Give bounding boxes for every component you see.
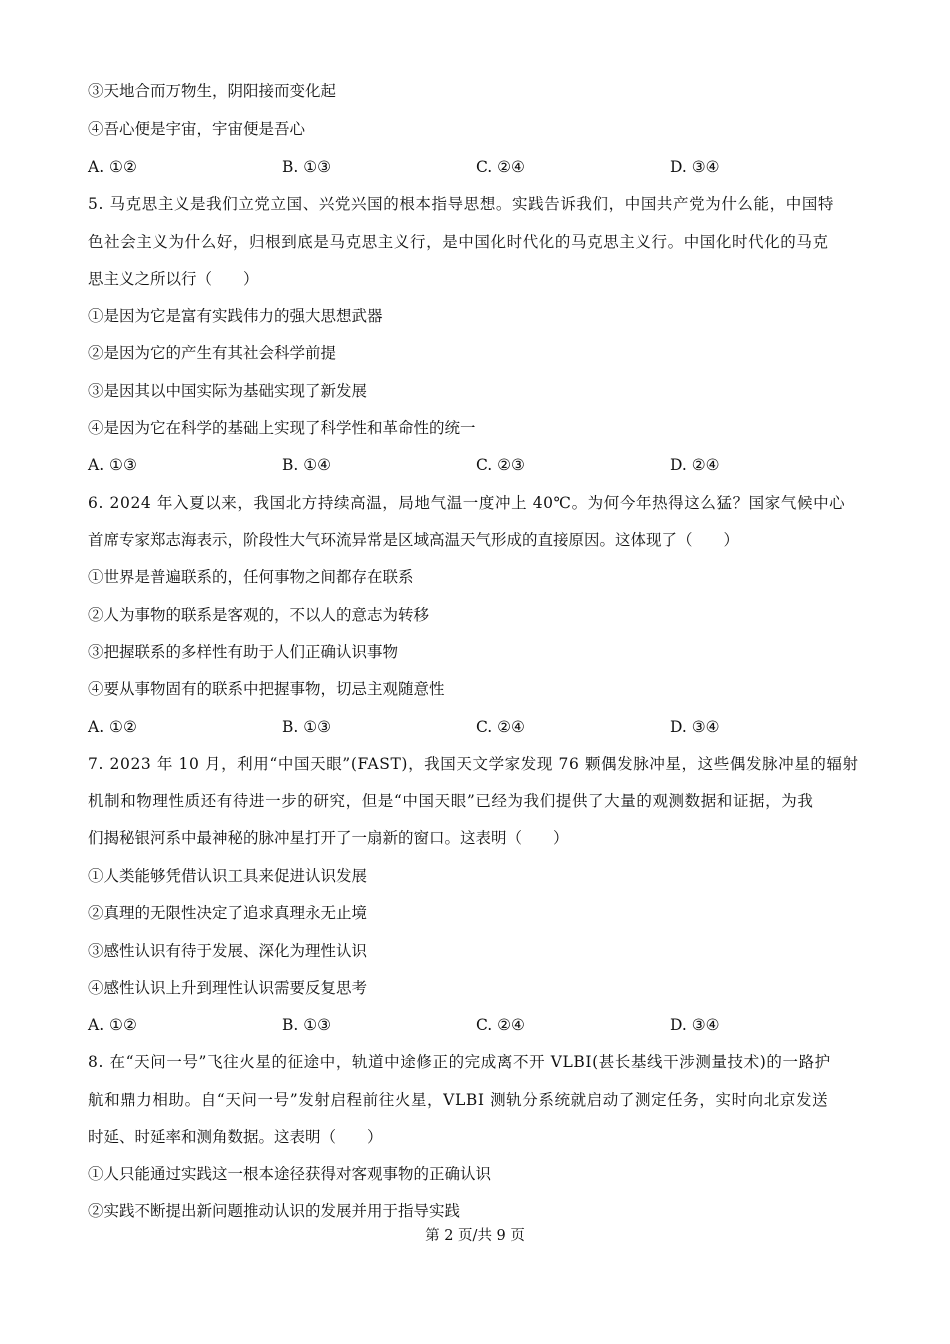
q7-option-3: ③感性认识有待于发展、深化为理性认识 [88, 942, 368, 960]
choice-d: D. ③④ [670, 718, 720, 736]
q7-option-1: ①人类能够凭借认识工具来促进认识发展 [88, 867, 368, 885]
choice-a: A. ①② [88, 1016, 137, 1034]
q6-stem-line-1: 6. 2024 年入夏以来，我国北方持续高温，局地气温一度冲上 40℃。为何今年热得这么猛？国家气候中心 [88, 494, 846, 512]
q7-option-4: ④感性认识上升到理性认识需要反复思考 [88, 979, 368, 997]
q8-stem-line-2: 航和鼎力相助。自“天问一号”发射启程前往火星，VLBI 测轨分系统就启动了测定任务，实时向北京发送 [88, 1091, 829, 1109]
q6-option-3: ③把握联系的多样性有助于人们正确认识事物 [88, 643, 399, 661]
choice-b: B. ①④ [282, 456, 332, 474]
q5-stem-line-3: 思主义之所以行（ ） [88, 270, 259, 288]
q5-option-3: ③是因其以中国实际为基础实现了新发展 [88, 382, 368, 400]
q7-option-2: ②真理的无限性决定了追求真理永无止境 [88, 904, 368, 922]
q8-option-2: ②实践不断提出新问题推动认识的发展并用于指导实践 [88, 1202, 461, 1220]
q6-choices [88, 716, 868, 738]
prev-q-choices [88, 156, 868, 178]
q8-stem-line-1: 8. 在“天问一号”飞往火星的征途中，轨道中途修正的完成离不开 VLBI(甚长基线干涉测量技术)的一路护 [88, 1053, 831, 1071]
q5-stem-line-1: 5. 马克思主义是我们立党立国、兴党兴国的根本指导思想。实践告诉我们，中国共产党为什么能，中国特 [88, 195, 835, 213]
q6-stem-line-2: 首席专家郑志海表示，阶段性大气环流异常是区域高温天气形成的直接原因。这体现了（ ） [88, 531, 740, 549]
prev-q-option-4: ④吾心便是宇宙，宇宙便是吾心 [88, 120, 306, 138]
choice-b: B. ①③ [282, 1016, 332, 1034]
choice-b: B. ①③ [282, 718, 332, 736]
q6-option-2: ②人为事物的联系是客观的，不以人的意志为转移 [88, 606, 430, 624]
choice-a: A. ①③ [88, 456, 137, 474]
q5-option-1: ①是因为它是富有实践伟力的强大思想武器 [88, 307, 383, 325]
q5-option-4: ④是因为它在科学的基础上实现了科学性和革命性的统一 [88, 419, 476, 437]
q7-stem-line-3: 们揭秘银河系中最神秘的脉冲星打开了一扇新的窗口。这表明（ ） [88, 829, 569, 847]
q8-option-1: ①人只能通过实践这一根本途径获得对客观事物的正确认识 [88, 1165, 492, 1183]
page-number-footer: 第 2 页/共 9 页 [425, 1228, 525, 1244]
q6-option-4: ④要从事物固有的联系中把握事物，切忌主观随意性 [88, 680, 445, 698]
choice-c: C. ②④ [476, 718, 525, 736]
q5-choices [88, 454, 868, 476]
choice-c: C. ②③ [476, 456, 525, 474]
choice-d: D. ③④ [670, 1016, 720, 1034]
choice-c: C. ②④ [476, 158, 525, 176]
choice-d: D. ③④ [670, 158, 720, 176]
q6-option-1: ①世界是普遍联系的，任何事物之间都存在联系 [88, 568, 414, 586]
q5-option-2: ②是因为它的产生有其社会科学前提 [88, 344, 337, 362]
q5-stem-line-2: 色社会主义为什么好，归根到底是马克思主义行，是中国化时代化的马克思主义行。中国化时代化的马克 [88, 233, 829, 251]
choice-a: A. ①② [88, 718, 137, 736]
q7-stem-line-2: 机制和物理性质还有待进一步的研究，但是“中国天眼”已经为我们提供了大量的观测数据和证据，为我 [88, 792, 814, 810]
choice-a: A. ①② [88, 158, 137, 176]
choice-b: B. ①③ [282, 158, 332, 176]
q7-choices [88, 1014, 868, 1036]
choice-c: C. ②④ [476, 1016, 525, 1034]
prev-q-option-3: ③天地合而万物生，阴阳接而变化起 [88, 82, 337, 100]
q7-stem-line-1: 7. 2023 年 10 月，利用“中国天眼”(FAST)，我国天文学家发现 76 颗偶发脉冲星，这些偶发脉冲星的辐射 [88, 755, 859, 773]
q8-stem-line-3: 时延、时延率和测角数据。这表明（ ） [88, 1128, 383, 1146]
choice-d: D. ②④ [670, 456, 720, 474]
